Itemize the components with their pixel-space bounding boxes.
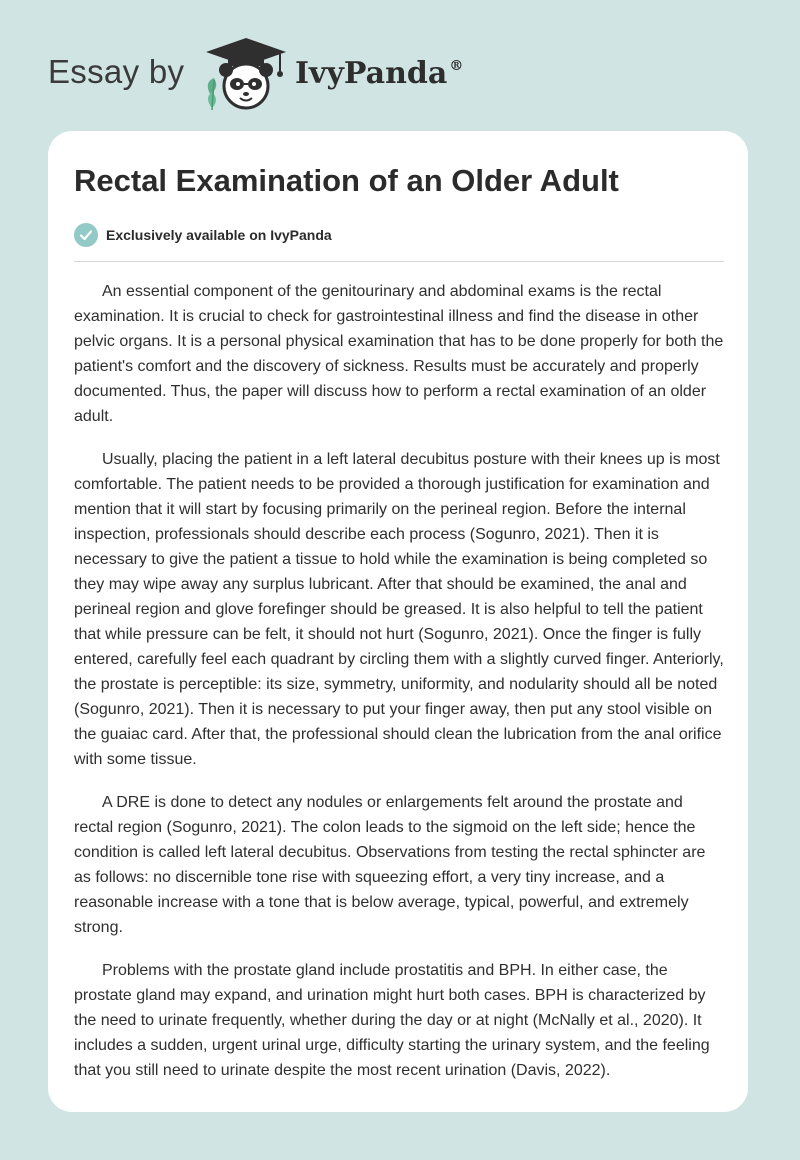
paragraph: A DRE is done to detect any nodules or enlargements felt around the prostate and rectal region (Sogunro, 2021). The colon leads to the sigmoid on the left side; hence the condition is called left lateral decubitus. Observations from testing the rectal sphincter are as follows: no discernible tone rise with squeezing effort, a very tiny increase, and a reasonable increase with a tone that is below average, typical, powerful, and extremely strong. bbox=[74, 794, 706, 936]
panda-graduate-icon[interactable] bbox=[200, 34, 292, 112]
essay-by-label: Essay by bbox=[48, 53, 185, 90]
divider bbox=[74, 261, 724, 262]
paragraph: Problems with the prostate gland include prostatitis and BPH. In either case, the prostate gland may expand, and urination might hurt both cases. BPH is characterized by the need to urinate frequently, whether during the day or at night (McNally et al., 2020). It includes a sudden, urgent urinal urge, difficulty starting the urinary system, and the feeling that you still need to urinate despite the most recent urination (Davis, 2022). bbox=[74, 962, 710, 1079]
essay-card bbox=[48, 131, 748, 1112]
badge-label: Exclusively available on IvyPanda bbox=[106, 227, 332, 243]
check-circle-icon bbox=[74, 223, 98, 247]
essay-body bbox=[74, 279, 726, 1101]
page-title: Rectal Examination of an Older Adult bbox=[74, 163, 619, 198]
paragraph: An essential component of the genitourinary and abdominal exams is the rectal examination. It is crucial to check for gastrointestinal illness and find the disease in other pelvic organs. It is a personal physical examination that has to be done properly for both the patient's comfort and the discovery of sickness. Results must be accurately and properly documented. Thus, the paper will discuss how to perform a rectal examination of an older adult. bbox=[74, 283, 724, 425]
brand-name[interactable]: IvyPanda ® bbox=[295, 56, 464, 91]
paragraph: Usually, placing the patient in a left lateral decubitus posture with their knees up is most comfortable. The patient needs to be provided a thorough justification for examination and mention that it will start by focusing primarily on the perineal region. Before the internal inspection, professionals should describe each process (Sogunro, 2021). Then it is necessary to give the patient a tissue to hold while the examination is being completed so they may wipe away any surplus lubricant. After that should be examined, the anal and perineal region and glove forefinger should be greased. It is also helpful to tell the patient that while pressure can be felt, it should not hurt (Sogunro, 2021). Once the finger is fully entered, carefully feel each quadrant by circling them with a slightly curved finger. Anteriorly, the prostate is perceptible: its size, symmetry, uniformity, and nodularity should all be noted (Sogunro, 2021). Then it is necessary to put your finger away, then put any stool visible on the guaiac card. After that, the professional should clean the lubrication from the anal orifice with some tissue. bbox=[74, 451, 724, 768]
exclusive-badge bbox=[74, 223, 332, 247]
site-header bbox=[48, 34, 748, 114]
